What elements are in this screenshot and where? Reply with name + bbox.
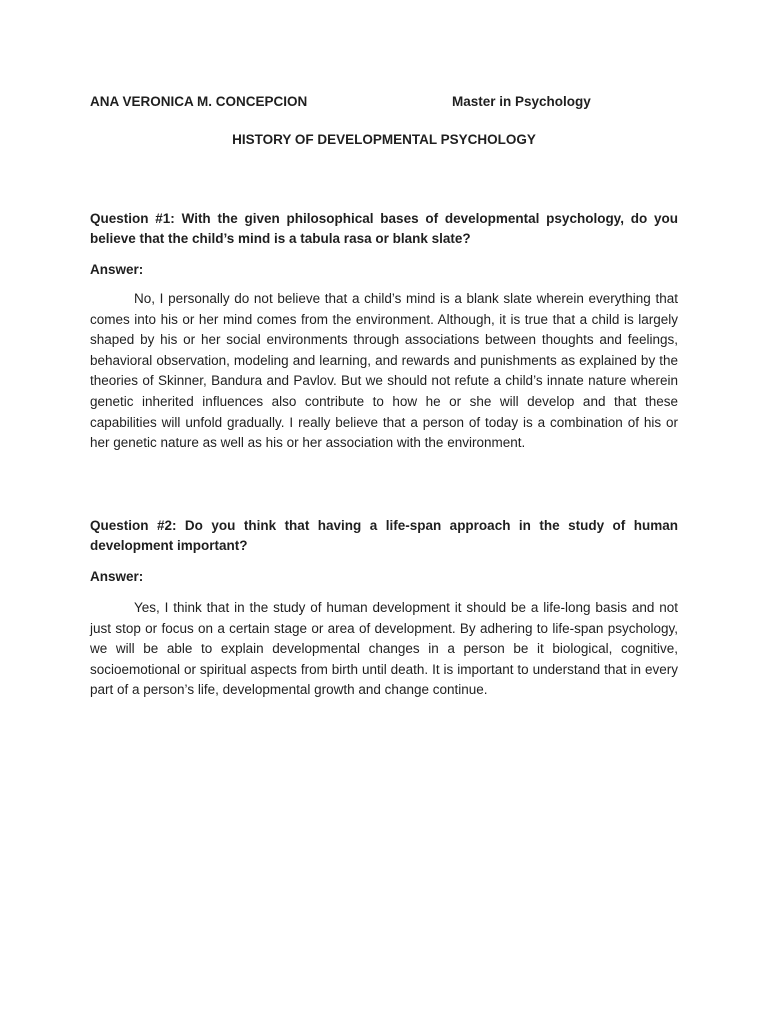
answer-1-text: No, I personally do not believe that a child’s mind is a blank slate wherein everything that comes into his or her mind comes from the environment. Although, it is true that a child is largely shaped by his or her social environments through associations between thoughts and feelings, behavioral observation, modeling and learning, and rewards and punishments as explained by the theories of Skinner, Bandura and Pavlov. But we should not refute a child’s innate nature wherein genetic inherited influences also contribute to how he or she will develop and that these capabilities will unfold gradually. I really believe that a person of today is a combination of his or her genetic nature as well as his or her association with the environment. <box>90 291 678 451</box>
document-header <box>90 94 678 112</box>
question-2: Question #2: Do you think that having a life-span approach in the study of human development important? <box>90 518 678 553</box>
answer-2-text: Yes, I think that in the study of human development it should be a life-long basis and not just stop or focus on a certain stage or area of development. By adhering to life-span psychology, we will be able to explain developmental changes in a person be it biological, cognitive, socioemotional or spiritual aspects from birth until death. It is important to understand that in every part of a person’s life, developmental growth and change continue. <box>90 600 678 698</box>
question-1: Question #1: With the given philosophical bases of developmental psychology, do you believe that the child’s mind is a tabula rasa or blank slate? <box>90 211 678 246</box>
answer-2-label: Answer: <box>90 569 144 584</box>
document-title: HISTORY OF DEVELOPMENTAL PSYCHOLOGY <box>232 132 536 147</box>
degree-program: Master in Psychology <box>452 94 591 109</box>
answer-1-label: Answer: <box>90 262 144 277</box>
author-name: ANA VERONICA M. CONCEPCION <box>90 94 308 109</box>
